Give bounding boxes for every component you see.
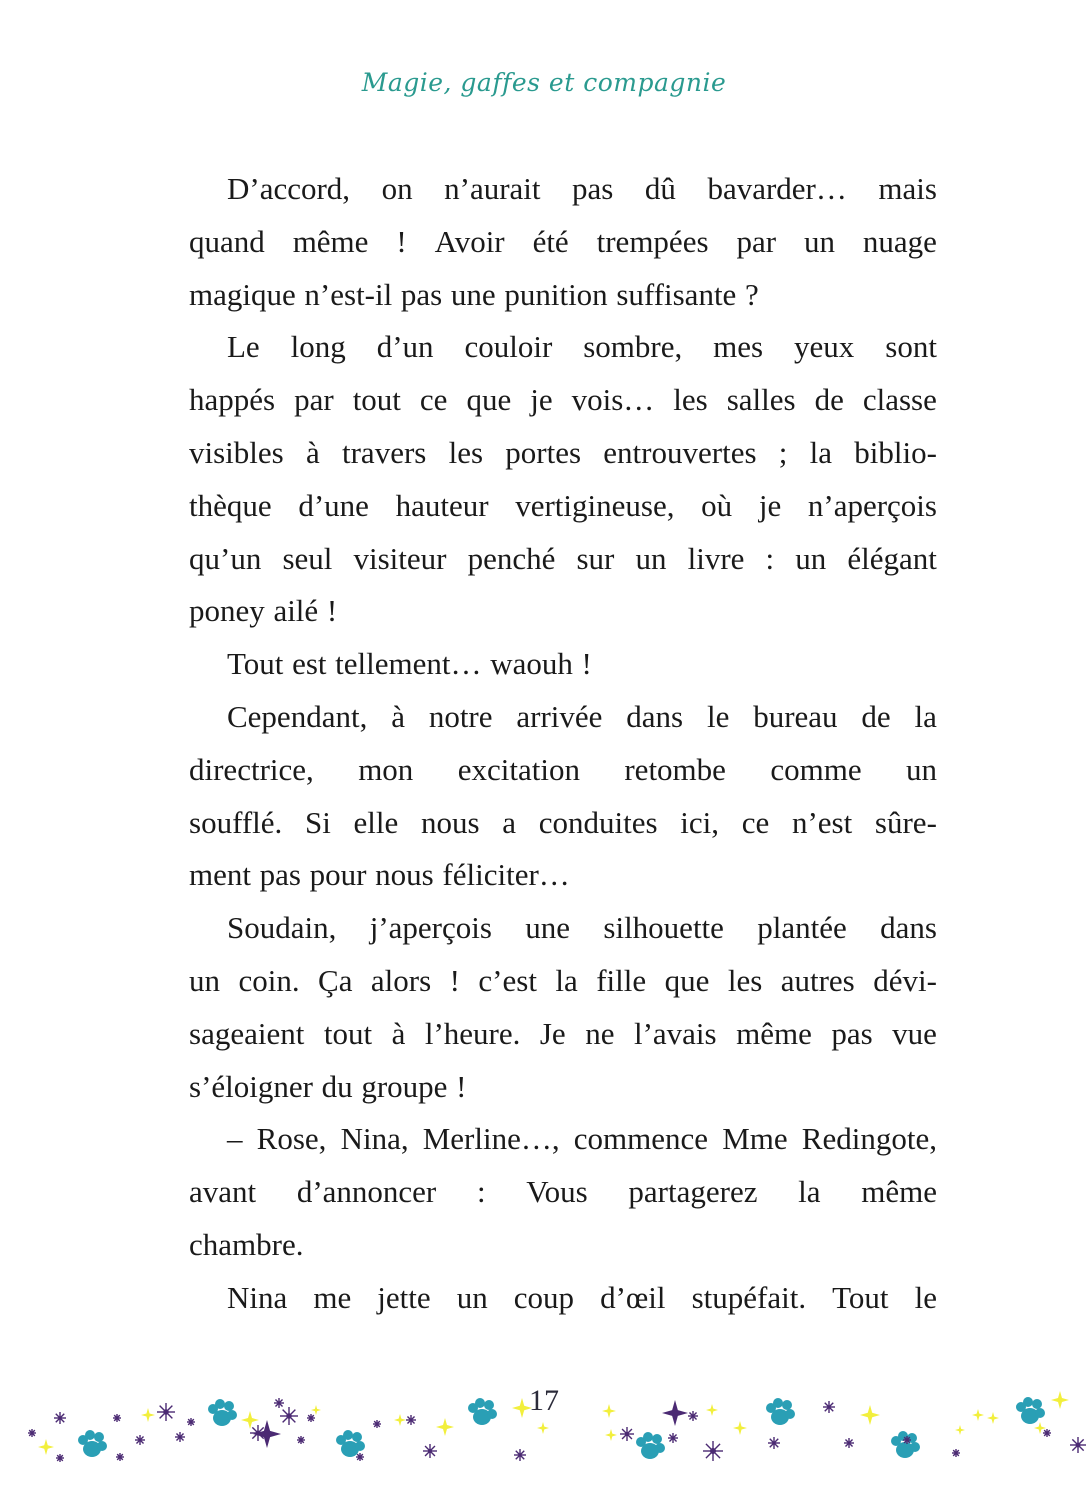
sparkle-icon — [955, 1425, 965, 1435]
text-line: sageaient tout à l’heure. Je ne l’avais même pas vue — [189, 1015, 937, 1051]
text-line: D’accord, on n’aurait pas dû bavarder… mais — [227, 171, 937, 206]
text-line: chambre. — [189, 1226, 304, 1262]
text-line: poney ailé ! — [189, 593, 338, 629]
star-icon — [116, 1453, 124, 1461]
text-line: quand même ! Avoir été trempées par un nuage — [189, 223, 937, 259]
star-icon — [768, 1437, 780, 1449]
text-line: qu’un seul visiteur penché sur un livre : un élégant — [189, 540, 937, 576]
star-icon — [56, 1454, 64, 1462]
text-line: Soudain, j’aperçois une silhouette plantée dans — [227, 910, 937, 946]
star-icon — [952, 1449, 960, 1457]
star-icon — [135, 1435, 145, 1445]
text-line: s’éloigner du groupe ! — [189, 1068, 467, 1104]
sparkle-icon — [733, 1421, 747, 1435]
star-icon — [668, 1433, 678, 1443]
text-line: – Rose, Nina, Merline…, commence Mme Redingote, — [227, 1121, 937, 1157]
sparkle-icon — [605, 1429, 617, 1441]
running-head-title: Magie, gaffes et compagnie — [361, 68, 727, 97]
text-line: soufflé. Si elle nous a conduites ici, ce n’est sûre- — [189, 804, 937, 840]
paw-print-icon — [78, 1430, 107, 1457]
sparkle-icon — [1034, 1422, 1046, 1434]
star-icon — [1070, 1437, 1086, 1453]
text-line: visibles à travers les portes entrouvertes ; la biblio- — [189, 434, 937, 470]
star-icon — [356, 1453, 364, 1461]
star-icon — [703, 1441, 723, 1461]
star-icon — [187, 1418, 195, 1426]
text-line: magique n’est-il pas une punition suffisante ? — [189, 276, 759, 312]
star-icon — [514, 1449, 526, 1461]
star-icon — [903, 1436, 911, 1444]
star-icon — [620, 1427, 634, 1441]
star-icon — [28, 1429, 36, 1437]
sparkle-icon — [436, 1418, 454, 1436]
star-icon — [373, 1420, 381, 1428]
sparkle-icon — [38, 1439, 54, 1455]
text-line: directrice, mon excitation retombe comme un — [189, 751, 937, 787]
text-line: avant d’annoncer : Vous partagerez la même — [189, 1174, 937, 1210]
paw-print-icon — [891, 1431, 920, 1458]
star-icon — [175, 1432, 185, 1442]
paw-print-icon — [636, 1432, 665, 1459]
sparkle-icon — [253, 1420, 281, 1448]
page-number: 17 — [529, 1384, 559, 1417]
star-icon — [423, 1444, 437, 1458]
text-line: thèque d’une hauteur vertigineuse, où je n’aperçois — [189, 487, 937, 523]
text-line: ment pas pour nous féliciter… — [189, 857, 570, 893]
body-text — [189, 163, 937, 1325]
text-line: happés par tout ce que je vois… les salles de classe — [189, 382, 937, 418]
text-line: un coin. Ça alors ! c’est la fille que les autres dévi- — [189, 962, 937, 998]
sparkle-icon — [537, 1422, 549, 1434]
star-icon — [1043, 1429, 1051, 1437]
text-line: Cependant, à notre arrivée dans le bureau de la — [227, 698, 937, 734]
text-line: Nina me jette un coup d’œil stupéfait. Tout le — [227, 1279, 937, 1315]
star-icon — [297, 1436, 305, 1444]
text-line: Le long d’un couloir sombre, mes yeux sont — [227, 329, 937, 365]
text-line: Tout est tellement… waouh ! — [227, 646, 592, 682]
paw-print-icon — [336, 1430, 365, 1457]
star-icon — [844, 1438, 854, 1448]
